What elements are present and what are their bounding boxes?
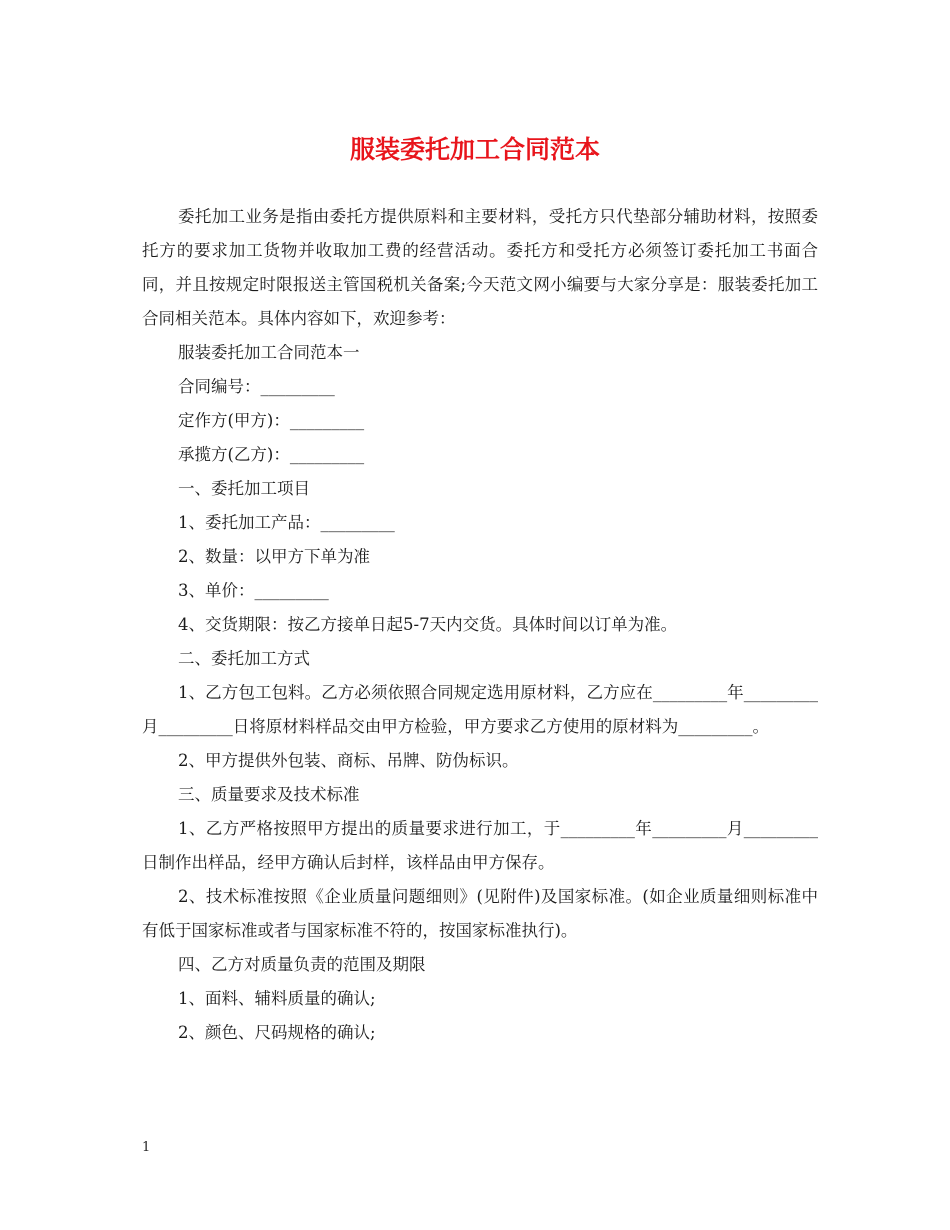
clause-item: 1、面料、辅料质量的确认; [178, 989, 376, 1008]
clause-item: 1、乙方包工包料。乙方必须依照合同规定选用原材料，乙方应在_________年_________月_________日将原材料样品交由甲方检验，甲方要求乙方使用的原材料为_________。 [142, 683, 818, 736]
clause-item: 1、委托加工产品：_________ [178, 513, 395, 532]
section-heading: 三、质量要求及技术标准 [178, 785, 360, 804]
document-body [142, 200, 818, 1050]
clause-item: 2、颜色、尺码规格的确认; [178, 1023, 376, 1042]
contract-heading: 服装委托加工合同范本一 [178, 343, 360, 362]
page-number: 1 [142, 1140, 151, 1155]
section-heading: 四、乙方对质量负责的范围及期限 [178, 955, 426, 974]
party-b-line: 承揽方(乙方)：_________ [178, 445, 365, 464]
party-a-line: 定作方(甲方)：_________ [178, 411, 365, 430]
document-title: 服装委托加工合同范本 [349, 135, 600, 164]
clause-item: 3、单价：_________ [178, 581, 329, 600]
clause-item: 1、乙方严格按照甲方提出的质量要求进行加工，于_________年_________月_________日制作出样品，经甲方确认后封样，该样品由甲方保存。 [142, 819, 818, 872]
section-heading: 一、委托加工项目 [178, 479, 310, 498]
clause-item: 4、交货期限：按乙方接单日起5-7天内交货。具体时间以订单为准。 [178, 615, 678, 634]
intro-paragraph: 委托加工业务是指由委托方提供原料和主要材料，受托方只代垫部分辅助材料，按照委托方的要求加工货物并收取加工费的经营活动。委托方和受托方必须签订委托加工书面合同，并且按规定时限报送主管国税机关备案;今天范文网小编要与大家分享是：服装委托加工合同相关范本。具体内容如下，欢迎参考： [142, 207, 818, 328]
clause-item: 2、数量：以甲方下单为准 [178, 547, 370, 566]
clause-item: 2、甲方提供外包装、商标、吊牌、防伪标识。 [178, 751, 519, 770]
contract-number-line: 合同编号：_________ [178, 377, 335, 396]
section-heading: 二、委托加工方式 [178, 649, 310, 668]
clause-item: 2、技术标准按照《企业质量问题细则》(见附件)及国家标准。(如企业质量细则标准中有低于国家标准或者与国家标准不符的，按国家标准执行)。 [142, 887, 818, 940]
